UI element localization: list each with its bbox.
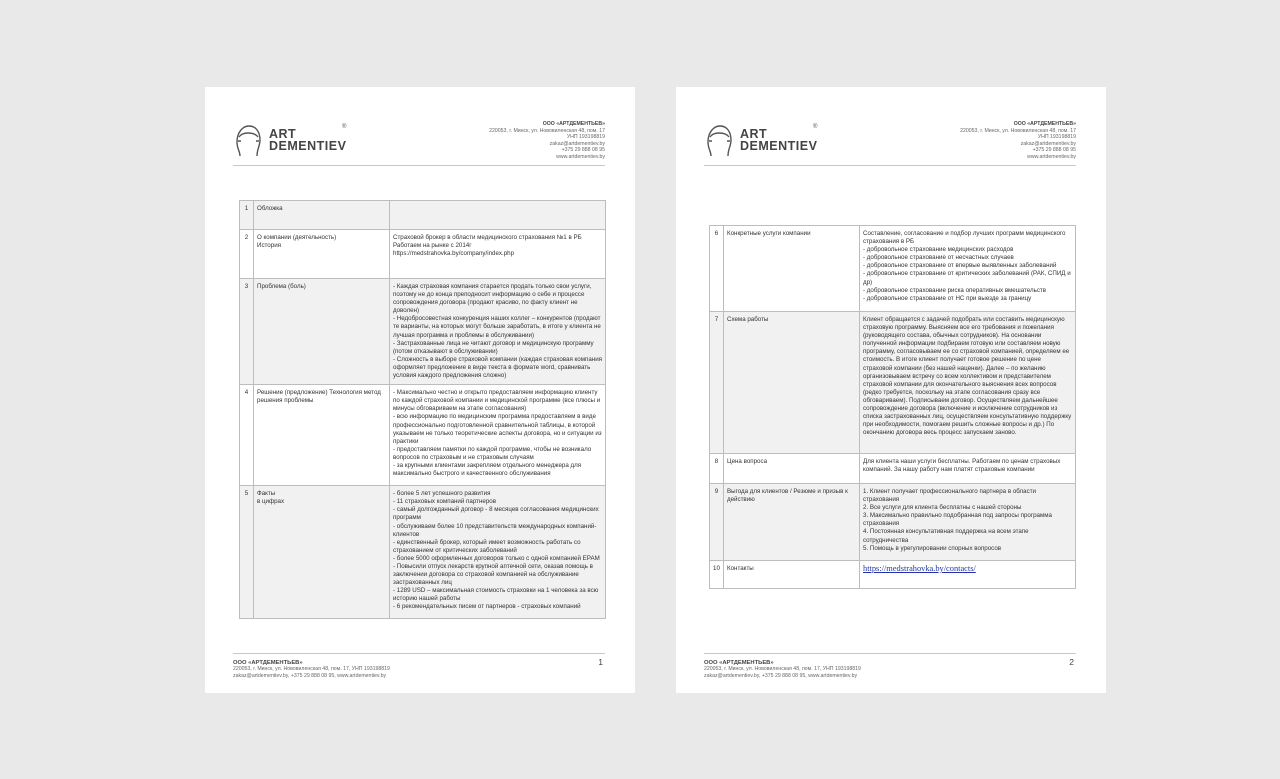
footer-divider (704, 653, 1076, 654)
company-email: zakaz@artdementiev.by (549, 140, 605, 147)
row-number: 4 (240, 385, 254, 486)
table-row (710, 561, 1076, 589)
footer-company-name: ООО «АРТДЕМЕНТЬЕВ» (233, 660, 303, 666)
brief-table (709, 225, 1076, 589)
art-dementiev-logo (233, 123, 353, 157)
footer-contacts: zakaz@artdementiev.by, +375 29 888 08 95, www.artdementiev.by (233, 672, 387, 679)
row-number: 1 (240, 201, 254, 230)
content-line: Работаем на рынке с 2014г (393, 242, 472, 250)
content-line: - добровольное страхование от впервые выявленных заболеваний (863, 262, 1057, 270)
content-line: - более 5 лет успешного развития (393, 490, 491, 498)
row-label: Проблема (боль) (254, 279, 390, 385)
content-line: 3. Максимально правильно подобранная под запросы программа страхования (863, 512, 1052, 528)
company-info (896, 121, 1076, 161)
document-page-1 (205, 87, 635, 693)
footer-divider (233, 653, 605, 654)
row-content (860, 484, 1076, 561)
content-line: - более 5000 оформленных договоров только с одной компанией EPAM (393, 554, 600, 562)
content-line: Для клиента наши услуги бесплатны. Работаем по ценам страховых компаний. За нашу работу нам платят страховые компании (863, 458, 1061, 474)
row-label: Выгода для клиентов / Резюме и призыв к действию (724, 484, 860, 561)
content-line: 5. Помощь в урегулировании спорных вопросов (863, 544, 1002, 552)
header-divider (704, 165, 1076, 166)
table-row (710, 226, 1076, 312)
content-line: Страховой брокер в области медицинского страхования №1 в РБ (393, 234, 582, 241)
page-number: 1 (598, 657, 603, 667)
row-content (860, 312, 1076, 454)
content-line: - предоставляем памятки по каждой программе, чтобы не возникало вопросов по страховым и не страховым случаям (393, 445, 592, 461)
brief-table (239, 200, 606, 619)
content-line: - добровольное страхование от НС при выезде за границу (863, 294, 1032, 302)
art-dementiev-logo (704, 123, 824, 157)
company-name: ООО «АРТДЕМЕНТЬЕВ» (542, 121, 605, 127)
table-row (240, 385, 606, 486)
row-content (390, 486, 606, 619)
content-line: - добровольное страхование от несчастных случаев (863, 254, 1014, 262)
row-content (390, 279, 606, 385)
row-content (390, 230, 606, 279)
content-line: - Сложность в выборе страховой компании (каждая страховая компания оформляет предложение в виде текста в формате word, сравнивать условия каждого предложения сложно) (393, 355, 603, 380)
content-line: - обслуживаем более 10 представительств международных компаний-клиентов (393, 522, 597, 538)
row-label: Факты в цифрах (254, 486, 390, 619)
table-row (240, 486, 606, 619)
row-number: 7 (710, 312, 724, 454)
row-label: О компании (деятельность) История (254, 230, 390, 279)
content-line: - 1289 USD – максимальная стоимость страховки на 1 человека за всю историю нашей работы (393, 587, 599, 603)
page-number: 2 (1069, 657, 1074, 667)
company-site: www.artdementiev.by (556, 153, 605, 160)
row-label: Решение (предложение) Технология метод решения проблемы (254, 385, 390, 486)
contacts-link[interactable]: https://medstrahovka.by/contacts/ (863, 564, 976, 573)
content-line: 2. Все услуги для клиента бесплатны с нашей стороны (863, 504, 1022, 512)
content-line: - за крупными клиентами закрепляем отдельного менеджера для максимально быстрого и качественного обслуживания (393, 461, 582, 478)
company-phone: +375 29 888 08 95 (561, 147, 605, 154)
company-name: ООО «АРТДЕМЕНТЬЕВ» (1013, 121, 1076, 127)
table-row (240, 201, 606, 230)
company-unp: УНП 193198819 (1037, 134, 1076, 141)
table-row (710, 312, 1076, 454)
row-content (390, 385, 606, 486)
footer-contacts: zakaz@artdementiev.by, +375 29 888 08 95, www.artdementiev.by (704, 672, 858, 679)
content-line: Клиент обращается с задачей подобрать или составить медицинскую страховую программу. Выясняем все его требования и пожелания (руководящего состава, обычных сотрудников). На основании полученной информации подбираем готовую или составляем новую программу, согласовываем ее со страховой компанией, определяем ее стоимость. В итоге клиент получает готовое решение по цене страховой компании (без нашей наценки). Далее – по желанию организовываем встречу со всем коллективом и представителем страховой компании для окончательного выяснения всех вопросов (редко требуется, поскольку на этапе согласования сразу все обговариваем). Подписываем договор. Осуществляем дальнейшее сопровождение договора (включение и исключение сотрудников из списка застрахованных лиц, осуществляем консультативную поддержку при необходимости, помогаем решить сложные вопросы и др.) По окончанию договора весь процесс запускаем заново. (863, 316, 1072, 437)
content-line: https://medstrahovka.by/company/index.php (393, 250, 515, 258)
company-address: 220053, г. Минск, ул. Нововиленская 48, пом. 17 (489, 127, 605, 134)
content-line: - 11 страховых компаний партнеров (393, 498, 497, 506)
row-content (860, 561, 1076, 589)
table-row (710, 454, 1076, 484)
footer-address: 220053, г. Минск, ул. Нововиленская 48, пом. 17, УНП 193198819 (704, 666, 861, 673)
table-row (240, 230, 606, 279)
content-line: - самый долгожданный договор - 8 месяцев согласования медицинских программ (393, 506, 599, 522)
header-divider (233, 165, 605, 166)
content-line: - добровольное страхование риска оперативных вмешательств (863, 286, 1047, 294)
company-phone: +375 29 888 08 95 (1032, 147, 1076, 154)
row-number: 9 (710, 484, 724, 561)
registered-mark: ® (813, 124, 818, 130)
row-label: Обложка (254, 201, 390, 230)
logo-text-dementiev: DEMENTIEV (740, 139, 818, 153)
content-line: - 6 рекомендательных писем от партнеров - страховых компаний (393, 603, 581, 611)
company-info (425, 121, 605, 161)
content-line: - Застрахованные лица не читают договор и медицинскую программу (потом отказывают в обслуживании) (393, 339, 594, 355)
row-number: 10 (710, 561, 724, 589)
logo-text-art: ART (740, 127, 768, 141)
footer-company-name: ООО «АРТДЕМЕНТЬЕВ» (704, 660, 774, 666)
row-number: 8 (710, 454, 724, 484)
row-number: 5 (240, 486, 254, 619)
logo-text-dementiev: DEMENTIEV (269, 139, 347, 153)
company-site: www.artdementiev.by (1027, 153, 1076, 160)
content-line: - Максимально честно и открыто предоставляем информацию клиенту по каждой страховой компании и медицинской программе (все плюсы и минусы обговариваем на этапе согласования) (393, 389, 601, 413)
company-email: zakaz@artdementiev.by (1020, 140, 1076, 147)
content-line: - Недобросовестная конкуренция наших коллег – конкурентов (продают те варианты, на которых могут больше заработать, в итоге у клиента не лучшая программа и проблемы в обслуживании) (393, 315, 601, 339)
content-line: 4. Постоянная консультативная поддержка на всем этапе сотрудничества (863, 528, 1029, 544)
table-row (240, 279, 606, 385)
content-line: Составление, согласование и подбор лучших программ медицинского страхования в РБ (863, 230, 1066, 246)
footer (233, 660, 390, 679)
logo-text-art: ART (269, 127, 297, 141)
row-number: 3 (240, 279, 254, 385)
content-line: - всю информацию по медицинским программа предоставляем в виде профессионально подготовленной сравнительной таблицы, в которой указываем не только теоретические аспекты договора, но и ситуации из практики (393, 413, 602, 445)
row-number: 6 (710, 226, 724, 312)
row-content (390, 201, 606, 230)
row-label: Цена вопроса (724, 454, 860, 484)
head-silhouette-icon (704, 123, 734, 157)
row-label: Схема работы (724, 312, 860, 454)
company-unp: УНП 193198819 (566, 134, 605, 141)
table-row (710, 484, 1076, 561)
document-page-2 (676, 87, 1106, 693)
row-content (860, 454, 1076, 484)
registered-mark: ® (342, 124, 347, 130)
row-content (860, 226, 1076, 312)
content-line: - единственный брокер, который имеет возможность работать со страхованием от критических заболеваний (393, 538, 581, 554)
head-silhouette-icon (233, 123, 263, 157)
footer (704, 660, 861, 679)
company-address: 220053, г. Минск, ул. Нововиленская 48, пом. 17 (960, 127, 1076, 134)
content-line: - добровольное страхование от критических заболеваний (РАК, СПИД и др) (863, 270, 1071, 286)
content-line: - Повысили отпуск лекарств крупной аптечной сети, оказав помощь в заключении договора со страховой компанией на обслуживание застрахованных лиц (393, 562, 593, 587)
row-number: 2 (240, 230, 254, 279)
content-line: - Каждая страховая компания старается продать только свои услуги, поэтому не до конца преподносит информацию о себе и процессе сопровождения договора (продают красиво, по факту клиент не доволен) (393, 283, 592, 315)
row-label: Контакты (724, 561, 860, 589)
content-line: 1. Клиент получает профессионального партнера в области страхования (863, 488, 1036, 504)
footer-address: 220053, г. Минск, ул. Нововиленская 48, пом. 17, УНП 193198819 (233, 666, 390, 673)
content-line: - добровольное страхование медицинских расходов (863, 246, 1014, 254)
row-label: Конкретные услуги компании (724, 226, 860, 312)
